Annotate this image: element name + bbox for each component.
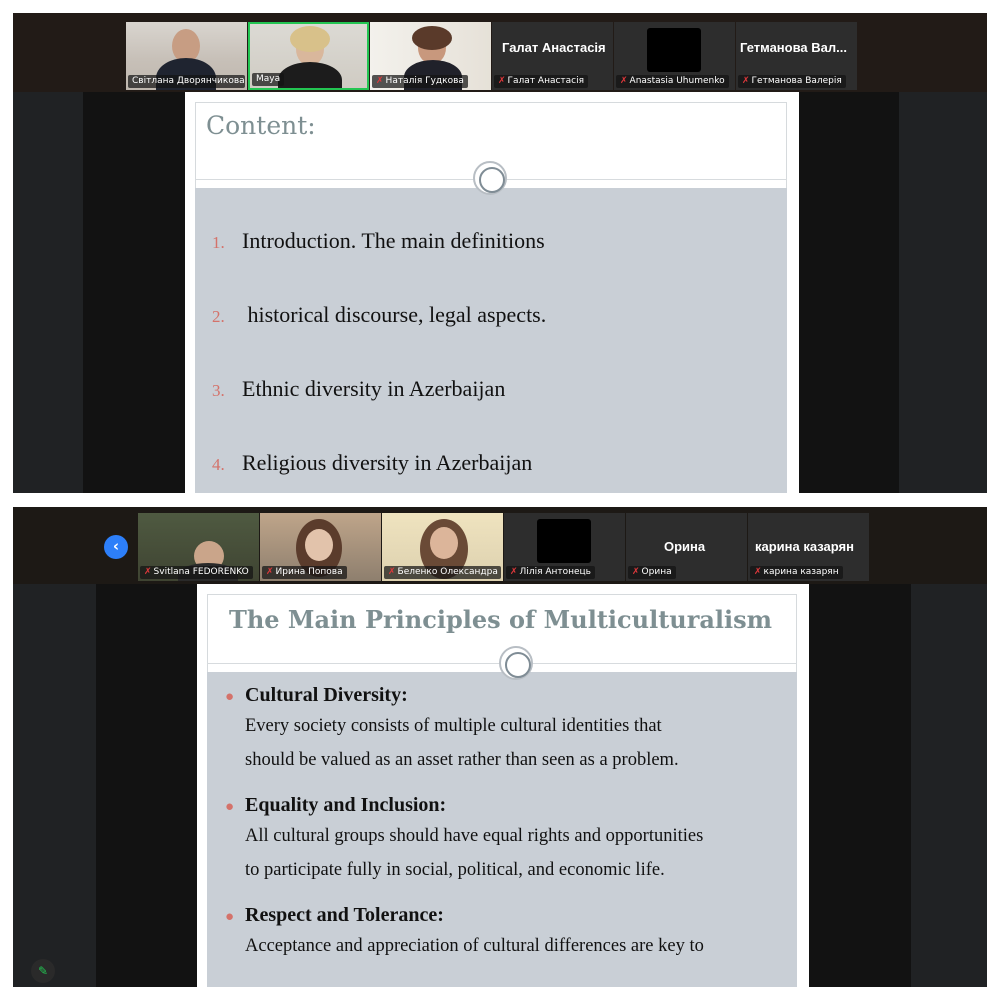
muted-mic-icon: ✗: [510, 567, 518, 577]
participant-name: ✗ Лілія Антонець: [506, 566, 595, 579]
pencil-icon[interactable]: ✎: [31, 959, 55, 983]
list-item: 3. Ethnic diversity in Azerbaijan: [212, 376, 506, 401]
right-panel: [899, 92, 987, 493]
muted-mic-icon: ✗: [632, 567, 640, 577]
list-item: 4. Religious diversity in Azerbaijan: [212, 450, 533, 475]
participant-tile[interactable]: [126, 22, 247, 90]
bullet-item: ● Respect and Tolerance: Acceptance and appreciation of cultural differences are key to: [225, 904, 704, 956]
bullet-item: ● Equality and Inclusion: All cultural groups should have equal rights and opportunities to participate fully in social, political, and economic life.: [225, 794, 704, 880]
shared-slide: [197, 584, 809, 987]
bullet-icon: ●: [225, 689, 235, 705]
muted-mic-icon: ✗: [266, 567, 274, 577]
participant-name: Світлана Дворянчикова: [128, 75, 245, 88]
participant-tile[interactable]: [614, 22, 735, 90]
muted-mic-icon: ✗: [376, 76, 384, 86]
divider-ornament: [499, 646, 533, 680]
right-panel: [911, 584, 987, 987]
muted-mic-icon: ✗: [144, 567, 152, 577]
list-item: 2. historical discourse, legal aspects.: [212, 302, 547, 327]
participant-strip: [13, 13, 987, 92]
bullet-item: ● Cultural Diversity: Every society consists of multiple cultural identities that should be valued as an asset rather than seen as a problem.: [225, 684, 679, 770]
participant-name: ✗ Беленко Олександра: [384, 566, 501, 579]
participant-name: ✗ Гетманова Валерія: [738, 75, 846, 88]
muted-mic-icon: ✗: [742, 76, 750, 86]
meeting-screenshot-2: [13, 507, 987, 987]
participant-name: Maya: [252, 73, 284, 86]
chevron-left-icon[interactable]: ‹: [104, 535, 128, 559]
participant-name: ✗ Svitlana FEDORENKO: [140, 566, 253, 579]
participant-tile[interactable]: [138, 513, 259, 581]
muted-mic-icon: ✗: [754, 567, 762, 577]
left-panel: [13, 584, 96, 987]
participant-tile[interactable]: [748, 513, 869, 581]
participant-name: ✗ Орина: [628, 566, 676, 579]
bullet-icon: ●: [225, 799, 235, 815]
participant-name: ✗ карина казарян: [750, 566, 843, 579]
divider-ornament: [473, 161, 507, 195]
muted-mic-icon: ✗: [388, 567, 396, 577]
participant-tile-active-speaker[interactable]: [248, 22, 369, 90]
participant-display-name: карина казарян: [755, 539, 854, 554]
bullet-icon: ●: [225, 909, 235, 925]
avatar: [537, 519, 591, 563]
participant-display-name: Галат Анастасія: [502, 40, 606, 55]
muted-mic-icon: ✗: [498, 76, 506, 86]
participant-tile[interactable]: [260, 513, 381, 581]
participant-tile[interactable]: [370, 22, 491, 90]
participant-strip: [13, 507, 987, 584]
avatar: [647, 28, 701, 72]
muted-mic-icon: ✗: [620, 76, 628, 86]
participant-name: ✗ Ирина Попова: [262, 566, 347, 579]
participant-tile[interactable]: [626, 513, 747, 581]
slide-body: [207, 672, 797, 987]
left-panel: [13, 92, 83, 493]
meeting-screenshot-1: [13, 13, 987, 493]
slide-title: The Main Principles of Multiculturalism: [229, 605, 773, 634]
participant-display-name: Гетманова Вал...: [740, 40, 847, 55]
slide-title: Content:: [206, 111, 316, 140]
participant-tile[interactable]: [736, 22, 857, 90]
participant-name: ✗ Наталія Гудкова: [372, 75, 468, 88]
participant-tile[interactable]: [492, 22, 613, 90]
slide-body: [195, 188, 787, 493]
participant-display-name: Орина: [664, 539, 706, 554]
participant-tile[interactable]: [382, 513, 503, 581]
list-item: 1. Introduction. The main definitions: [212, 228, 545, 253]
participant-tile[interactable]: [504, 513, 625, 581]
shared-slide: [185, 92, 799, 493]
participant-name: ✗ Галат Анастасія: [494, 75, 588, 88]
participant-name: ✗ Anastasia Uhumenko: [616, 75, 729, 88]
